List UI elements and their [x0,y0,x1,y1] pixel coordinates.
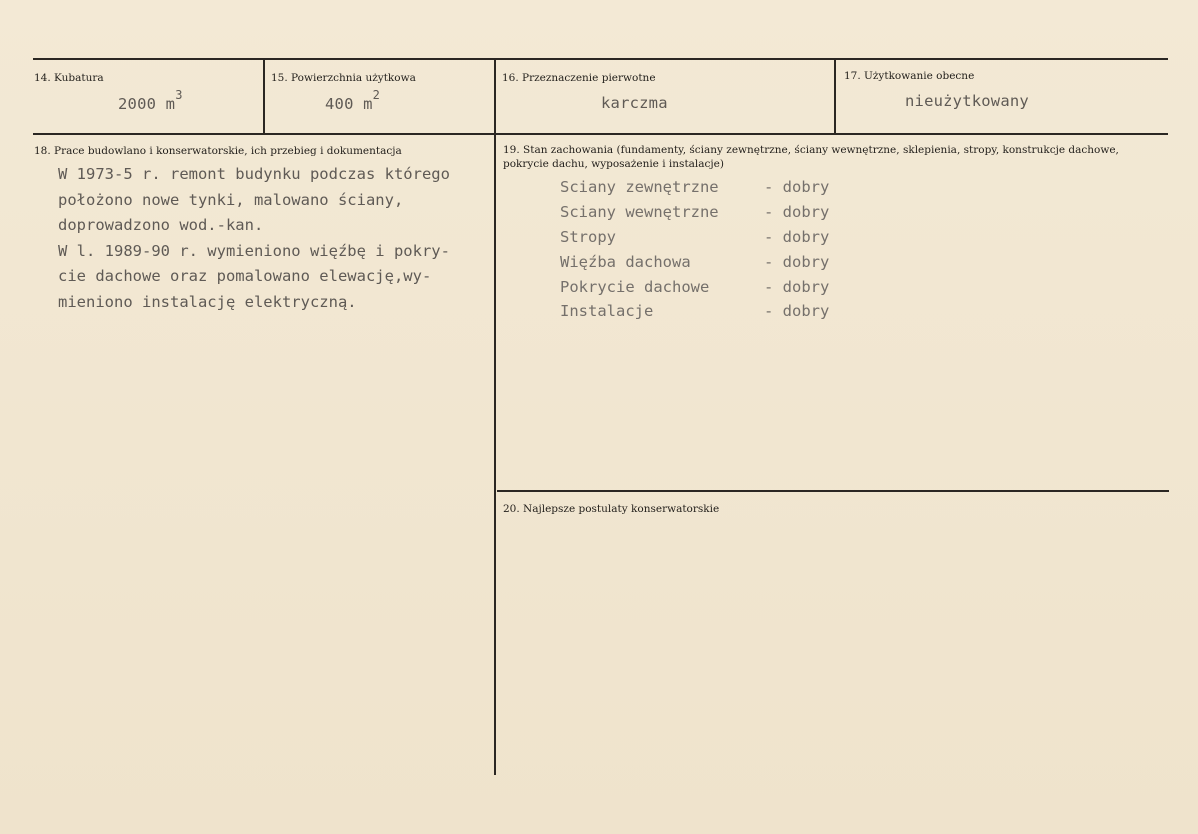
top-rule [33,58,1168,60]
row-divider-rule [33,133,1168,135]
field-15-value: 400 $m^2$ [325,87,381,113]
column-divider-16-17 [834,59,836,134]
field-19-label: 19. Stan zachowania (fundamenty, ściany zewnętrzne, ściany wewnętrzne, sklepienia, stropy, konstrukcje dachowe, pokrycie dachu, wyposażenie i instalacje) [503,144,1119,170]
field-18-line: cie dachowe oraz pomalowano elewację,wy- [58,267,432,285]
condition-value: - dobry [764,178,830,196]
field-18-line: położono nowe tynki, malowano ściany, [58,190,404,209]
field-17-label: 17. Użytkowanie obecne [844,70,975,82]
condition-value: - dobry [764,253,830,271]
condition-name: Stropy [560,228,616,246]
condition-name: Sciany wewnętrzne [560,203,719,221]
field-18-label: 18. Prace budowlano i konserwatorskie, ich przebieg i dokumentacja [34,145,402,157]
condition-value: - dobry [764,228,830,246]
field-18-text [58,162,450,315]
field-18-line: doprowadzono wod.-kan. [58,216,264,234]
field-15-label: 15. Powierzchnia użytkowa [271,72,416,84]
condition-value: - dobry [764,302,830,320]
condition-name: Sciany zewnętrzne [560,178,719,196]
field-16-label: 16. Przeznaczenie pierwotne [502,72,656,84]
field-18-line: W 1973-5 r. remont budynku podczas którego [58,165,450,183]
section-20-rule [497,490,1169,492]
condition-name: Więźba dachowa [560,253,691,271]
column-divider-15-16 [494,59,496,775]
condition-value: - dobry [764,278,830,296]
superscript-2: 2 [372,87,381,102]
condition-name: Pokrycie dachowe [560,278,710,296]
field-20-label: 20. Najlepsze postulaty konserwatorskie [503,503,720,515]
condition-value: - dobry [764,203,830,221]
field-16-value: karczma [601,94,668,112]
column-divider-14-15 [263,59,265,134]
field-18-line: W l. 1989-90 r. wymieniono więźbę i pokry- [58,241,450,260]
field-18-line: mieniono instalację elektryczną. [58,292,357,311]
field-17-value: nieużytkowany [905,92,1029,110]
field-14-label: 14. Kubatura [34,72,104,84]
superscript-3: 3 [175,87,183,102]
condition-name: Instalacje [560,302,654,320]
field-14-value: 2000 $m^3$ [118,87,183,113]
